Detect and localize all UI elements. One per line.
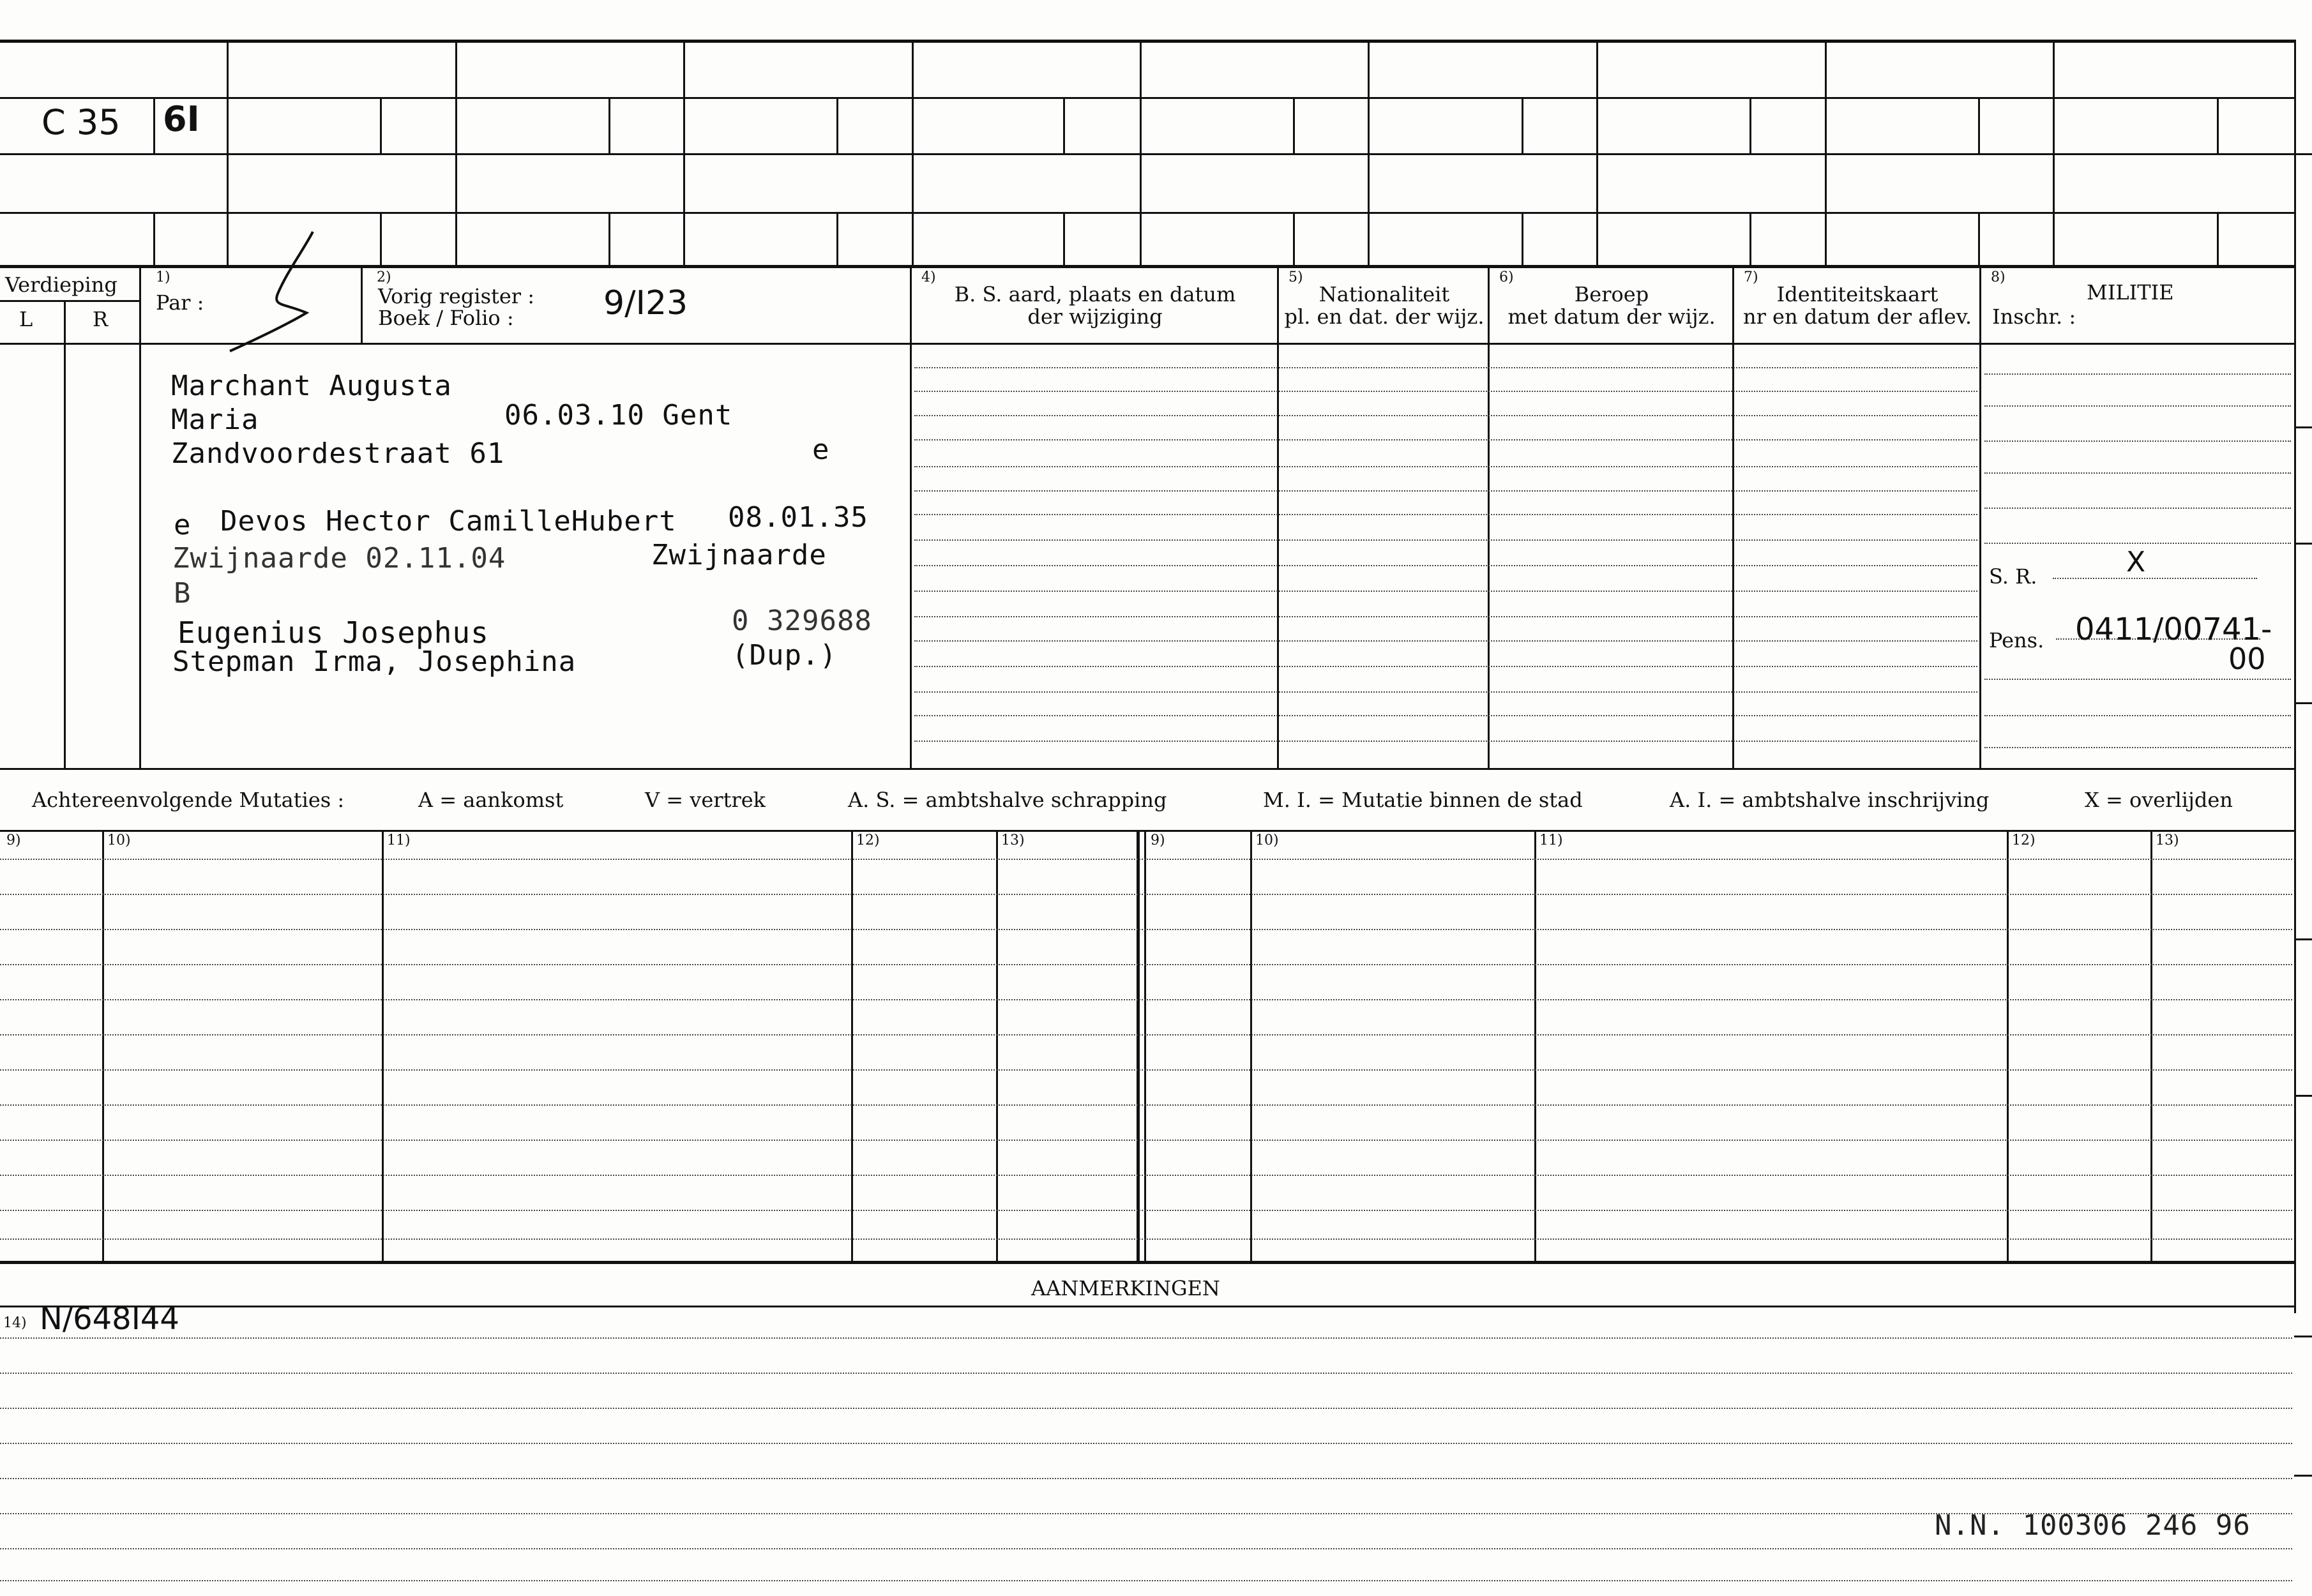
- register-number: 6I: [163, 99, 200, 139]
- spouse-birth: Zwijnaarde 02.11.04: [172, 542, 506, 575]
- col-10-right: 10): [1255, 832, 1279, 848]
- pens-value-suffix: 00: [2228, 642, 2266, 676]
- verdieping-right: R: [93, 307, 109, 331]
- col-11-left: 11): [387, 832, 411, 848]
- beroep-label-2: met datum der wijz.: [1507, 305, 1716, 329]
- pens-value: 0411/00741-: [2075, 612, 2272, 647]
- nationaliteit-label-2: pl. en dat. der wijz.: [1284, 305, 1485, 329]
- person-birth: 06.03.10 Gent: [504, 399, 733, 432]
- spouse-name: Devos Hector CamilleHubert: [220, 505, 677, 538]
- person-address: Zandvoordestraat 61: [171, 437, 505, 470]
- par-label: Par :: [156, 290, 204, 315]
- mark-e: e: [812, 433, 830, 466]
- remarks-title: AANMERKINGEN: [1031, 1276, 1220, 1300]
- father-name: Eugenius Josephus: [178, 615, 489, 650]
- mutation-a: A = aankomst: [418, 788, 564, 812]
- spouse-place: Zwijnaarde: [651, 539, 827, 571]
- mutation-v: V = vertrek: [645, 788, 766, 812]
- bs-label-1: B. S. aard, plaats en datum: [954, 282, 1236, 306]
- beroep-label-1: Beroep: [1574, 282, 1649, 306]
- nationaliteit-num: 5): [1288, 269, 1303, 285]
- par-num: 1): [156, 269, 170, 285]
- bs-label-2: der wijziging: [1027, 305, 1163, 329]
- col-11-right: 11): [1539, 832, 1563, 848]
- mutation-x: X = overlijden: [2085, 788, 2233, 812]
- col-12-left: 12): [856, 832, 880, 848]
- spouse-prefix: e: [174, 509, 192, 541]
- identiteit-num: 7): [1744, 269, 1758, 285]
- boek-folio-label: Boek / Folio :: [378, 306, 514, 330]
- register-code: C 35: [42, 102, 121, 142]
- remarks-value: N/648I44: [40, 1301, 179, 1337]
- col-12-right: 12): [2012, 832, 2036, 848]
- mutation-mi: M. I. = Mutatie binnen de stad: [1263, 788, 1583, 812]
- bs-num: 4): [921, 269, 936, 285]
- militie-num: 8): [1991, 269, 2006, 285]
- sr-value: X: [2126, 546, 2146, 578]
- verdieping-left: L: [19, 307, 33, 331]
- col-10-left: 10): [107, 832, 131, 848]
- mother-name: Stepman Irma, Josephina: [172, 645, 577, 678]
- verdieping-label: Verdieping: [5, 273, 117, 297]
- vorig-label: Vorig register :: [378, 284, 535, 308]
- nationaliteit-label-1: Nationaliteit: [1318, 282, 1450, 306]
- col-13-right: 13): [2156, 832, 2179, 848]
- pens-label: Pens.: [1989, 628, 2044, 652]
- sr-label: S. R.: [1989, 564, 2037, 589]
- col-13-left: 13): [1001, 832, 1025, 848]
- card-number: 0 329688: [732, 605, 872, 637]
- militie-title: MILITIE: [2087, 280, 2174, 305]
- identiteit-label-1: Identiteitskaart: [1776, 282, 1938, 306]
- par-signature: [227, 227, 335, 354]
- mutation-as: A. S. = ambtshalve schrapping: [848, 788, 1167, 812]
- vorig-num: 2): [377, 269, 391, 285]
- person-name-line1: Marchant Augusta: [171, 370, 452, 402]
- b-mark: B: [174, 577, 192, 610]
- beroep-num: 6): [1499, 269, 1514, 285]
- col-9-left: 9): [6, 832, 21, 848]
- mutations-label: Achtereenvolgende Mutaties :: [32, 788, 345, 812]
- nn-number: N.N. 100306 246 96: [1935, 1509, 2251, 1542]
- spouse-date: 08.01.35: [728, 501, 868, 534]
- mutation-ai: A. I. = ambtshalve inschrijving: [1670, 788, 1990, 812]
- person-name-line2: Maria: [171, 403, 259, 436]
- remarks-num: 14): [3, 1315, 27, 1331]
- col-9-right: 9): [1151, 832, 1165, 848]
- militie-inschr: Inschr. :: [1992, 305, 2076, 329]
- identiteit-label-2: nr en datum der aflev.: [1742, 305, 1972, 329]
- dup-mark: (Dup.): [732, 639, 837, 672]
- vorig-register-value: 9/I23: [603, 284, 688, 322]
